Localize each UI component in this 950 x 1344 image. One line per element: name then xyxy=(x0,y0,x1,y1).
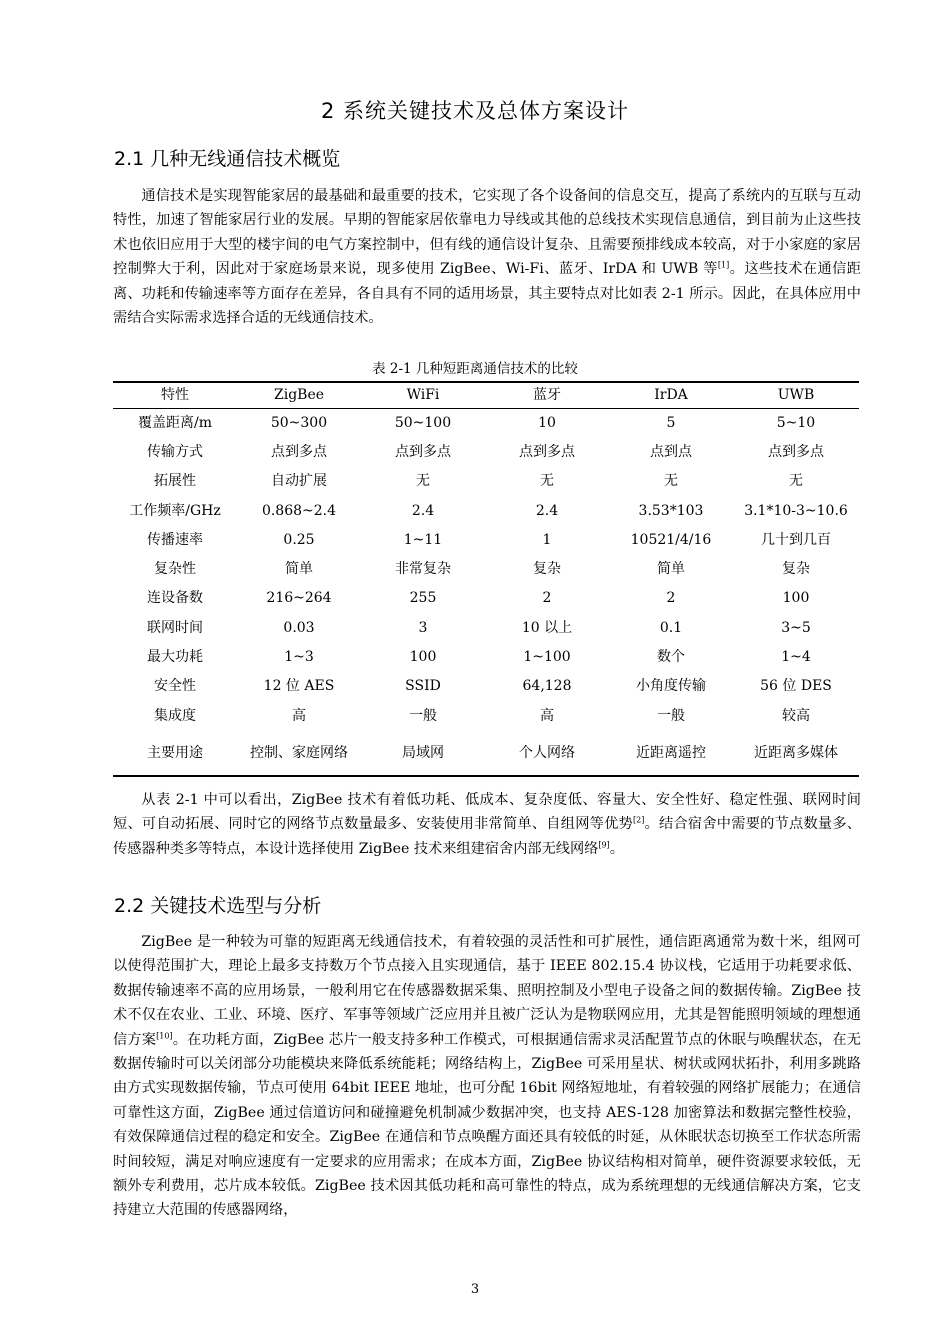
table-cell: SSID xyxy=(405,678,441,695)
paragraph-text-continued: 。结合宿舍中需要的节点数量多、传感器种类多等特点，本设计选择使用 ZigBee 技术来组建宿舍内部无线网络 xyxy=(113,816,861,857)
table-cell: 56 位 DES xyxy=(760,678,832,695)
table-cell: 3.1*10-3~10.6 xyxy=(744,502,848,519)
table-cell: 2 xyxy=(666,590,676,607)
table-cell: 无 xyxy=(664,473,678,490)
table-cell: 点到点 xyxy=(650,443,692,460)
table-cell: 5 xyxy=(666,414,676,431)
paragraph-text: ZigBee 是一种较为可靠的短距离无线通信技术，有着较强的灵活性和可扩展性，通信距离通常为数十米，组网可以使得范围扩大，理论上最多支持数万个节点接入且实现通信，基于 IEEE 802.15.4 协议栈，它适用于功耗要求低、数据传输速率不高的应用场景，一般利用它在传感器数据采集、照明控制及小型电子设备之间的数据传输。ZigBee 技术不仅在农业、工业、环境、医疗、军事等领域广泛应用并且被广泛认为是物联网应用，尤其是智能照明领域的理想通信方案 xyxy=(113,934,861,1048)
table-row-label: 连设备数 xyxy=(147,590,203,607)
table-cell: 非常复杂 xyxy=(395,561,451,578)
table-row-label: 最大功耗 xyxy=(147,649,203,666)
table-header-cell: IrDA xyxy=(609,382,733,408)
table-cell: 无 xyxy=(416,473,430,490)
table-cell: 0.03 xyxy=(283,619,315,636)
table-cell: 点到多点 xyxy=(519,443,575,460)
table-cell: 1~11 xyxy=(403,531,443,548)
table-header-row xyxy=(113,382,859,408)
table-cell: 无 xyxy=(540,473,554,490)
table-cell: 一般 xyxy=(409,707,437,724)
table-header-cell: WiFi xyxy=(361,382,485,408)
table-cell: 12 位 AES xyxy=(263,678,335,695)
table-cell: 简单 xyxy=(285,561,313,578)
section-2-1-paragraph-2 xyxy=(113,788,861,861)
table-cell: 个人网络 xyxy=(485,730,609,776)
section-2-1-paragraph-1 xyxy=(113,184,861,330)
citation-ref-9: [9] xyxy=(598,840,610,850)
table-cell: 3~5 xyxy=(781,619,811,636)
table-cell: 较高 xyxy=(782,707,810,724)
table-row xyxy=(113,613,859,642)
table-cell: 点到多点 xyxy=(768,443,824,460)
table-cell: 小角度传输 xyxy=(636,678,706,695)
table-cell: 局域网 xyxy=(361,730,485,776)
table-row xyxy=(113,496,859,525)
table-cell: 点到多点 xyxy=(395,443,451,460)
citation-ref-2: [2] xyxy=(632,815,645,825)
table-cell: 高 xyxy=(292,707,306,724)
table-row xyxy=(113,730,859,776)
paragraph-text-end: 。 xyxy=(609,840,624,857)
table-row-label: 集成度 xyxy=(154,707,196,724)
table-cell: 近距离遥控 xyxy=(609,730,733,776)
table-row xyxy=(113,467,859,496)
table-cell: 数个 xyxy=(657,649,685,666)
table-cell: 64,128 xyxy=(522,678,572,695)
table-cell: 100 xyxy=(409,649,437,666)
table-row-label: 覆盖距离/m xyxy=(138,414,212,431)
table-cell: 近距离多媒体 xyxy=(733,730,859,776)
table-cell: 复杂 xyxy=(533,561,561,578)
table-row-label: 联网时间 xyxy=(147,619,203,636)
table-header-cell: UWB xyxy=(733,382,859,408)
table-cell: 3.53*103 xyxy=(638,502,704,519)
table-row xyxy=(113,437,859,466)
table-row xyxy=(113,584,859,613)
table-cell: 点到多点 xyxy=(271,443,327,460)
table-header-cell: ZigBee xyxy=(237,382,361,408)
section-2-2-paragraph-1 xyxy=(113,930,861,1223)
table-cell: 复杂 xyxy=(782,561,810,578)
table-cell: 1~100 xyxy=(523,649,571,666)
table-caption: 表 2-1 几种短距离通信技术的比较 xyxy=(372,361,578,377)
table-row-label: 传播速率 xyxy=(147,531,203,548)
table-cell: 2.4 xyxy=(411,502,435,519)
section-heading-2-1: 2.1 几种无线通信技术概览 xyxy=(114,148,341,170)
table-row xyxy=(113,525,859,554)
paragraph-text: 通信技术是实现智能家居的最基础和最重要的技术，它实现了各个设备间的信息交互，提高了系统内的互联与互动特性，加速了智能家居行业的发展。早期的智能家居依靠电力导线或其他的总线技术实现信息通信，到目前为止这些技术也依旧应用于大型的楼宇间的电气方案控制中，但有线的通信设计复杂、且需要预排线成本较高，对于小家庭的家居控制弊大于利，因此对于家庭场景来说，现多使用 ZigBee、Wi-Fi、蓝牙、IrDA 和 UWB 等 xyxy=(113,188,861,278)
table-header-cell: 特性 xyxy=(113,382,237,408)
table-row xyxy=(113,408,859,437)
table-cell: 216~264 xyxy=(266,590,332,607)
table-header-cell: 蓝牙 xyxy=(485,382,609,408)
table-cell: 3 xyxy=(418,619,428,636)
table-row xyxy=(113,672,859,701)
table-cell: 2.4 xyxy=(535,502,559,519)
table-row-label: 工作频率/GHz xyxy=(129,502,221,519)
table-body xyxy=(113,408,859,776)
table-cell: 几十到几百 xyxy=(761,531,831,548)
table-cell: 5~10 xyxy=(776,414,816,431)
table-row xyxy=(113,642,859,671)
table-cell: 10521/4/16 xyxy=(630,531,712,548)
table-cell: 10 以上 xyxy=(521,619,573,636)
table-cell: 255 xyxy=(409,590,437,607)
table-cell: 2 xyxy=(542,590,552,607)
table-cell: 1~3 xyxy=(284,649,314,666)
citation-ref-10: [10] xyxy=(156,1030,173,1040)
table-cell: 自动扩展 xyxy=(271,473,327,490)
table-row-label: 主要用途 xyxy=(113,730,237,776)
paragraph-text-continued: 。在功耗方面，ZigBee 芯片一般支持多种工作模式，可根据通信需求灵活配置节点的休眠与唤醒状态，在无数据传输时可以关闭部分功能模块来降低系统能耗；网络结构上，ZigBee 可采用星状、树状或网状拓扑，利用多跳路由方式实现数据传输，节点可使用 64bit IEEE 地址，也可分配 16bit 网络短地址，有着较强的网络扩展能力；在通信可靠性这方面，ZigBee 通过信道访问和碰撞避免机制减少数据冲突，也支持 AES-128 加密算法和数据完整性校验，有效保障通信过程的稳定和安全。ZigBee 在通信和节点唤醒方面还具有较低的时延，从休眠状态切换至工作状态所需时间较短，满足对响应速度有一定要求的应用需求；在成本方面，ZigBee 协议结构相对简单，硬件资源要求较低，无额外专利费用，芯片成本较低。ZigBee 技术因其低功耗和高可靠性的特点，成为系统理想的无线通信解决方案，它支持建立大范围的传感器网络， xyxy=(113,1031,861,1219)
page-number: 3 xyxy=(470,1282,480,1297)
table-cell: 1~4 xyxy=(781,649,811,666)
table-row xyxy=(113,701,859,730)
table-cell: 一般 xyxy=(657,707,685,724)
table-cell: 10 xyxy=(538,414,556,431)
table-cell: 1 xyxy=(542,531,552,548)
table-cell: 50~100 xyxy=(394,414,452,431)
table-row xyxy=(113,554,859,583)
table-cell: 100 xyxy=(782,590,810,607)
citation-ref-1: [1] xyxy=(717,260,730,270)
comparison-table xyxy=(113,381,859,777)
section-heading-2-2: 2.2 关键技术选型与分析 xyxy=(114,895,322,917)
table-cell: 控制、家庭网络 xyxy=(237,730,361,776)
table-cell: 0.868~2.4 xyxy=(261,502,337,519)
table-cell: 0.25 xyxy=(283,531,315,548)
table-row-label: 安全性 xyxy=(154,678,196,695)
table-cell: 高 xyxy=(540,707,554,724)
paragraph-text-continued: 。这些技术在通信距离、功耗和传输速率等方面存在差异，各自具有不同的适用场景，其主要特点对比如表 2-1 所示。因此，在具体应用中需结合实际需求选择合适的无线通信技术。 xyxy=(113,261,861,327)
table-row-label: 传输方式 xyxy=(147,443,203,460)
paragraph-text: 从表 2-1 中可以看出，ZigBee 技术有着低功耗、低成本、复杂度低、容量大、安全性好、稳定性强、联网时间短、可自动拓展、同时它的网络节点数量最多、安装使用非常简单、自组网等优势 xyxy=(113,792,861,833)
table-cell: 50~300 xyxy=(270,414,328,431)
table-cell: 0.1 xyxy=(659,619,683,636)
table-row-label: 拓展性 xyxy=(154,473,196,490)
chapter-title: 2 系统关键技术及总体方案设计 xyxy=(320,99,630,123)
table-row-label: 复杂性 xyxy=(154,561,196,578)
table-cell: 简单 xyxy=(657,561,685,578)
table-cell: 无 xyxy=(789,473,803,490)
